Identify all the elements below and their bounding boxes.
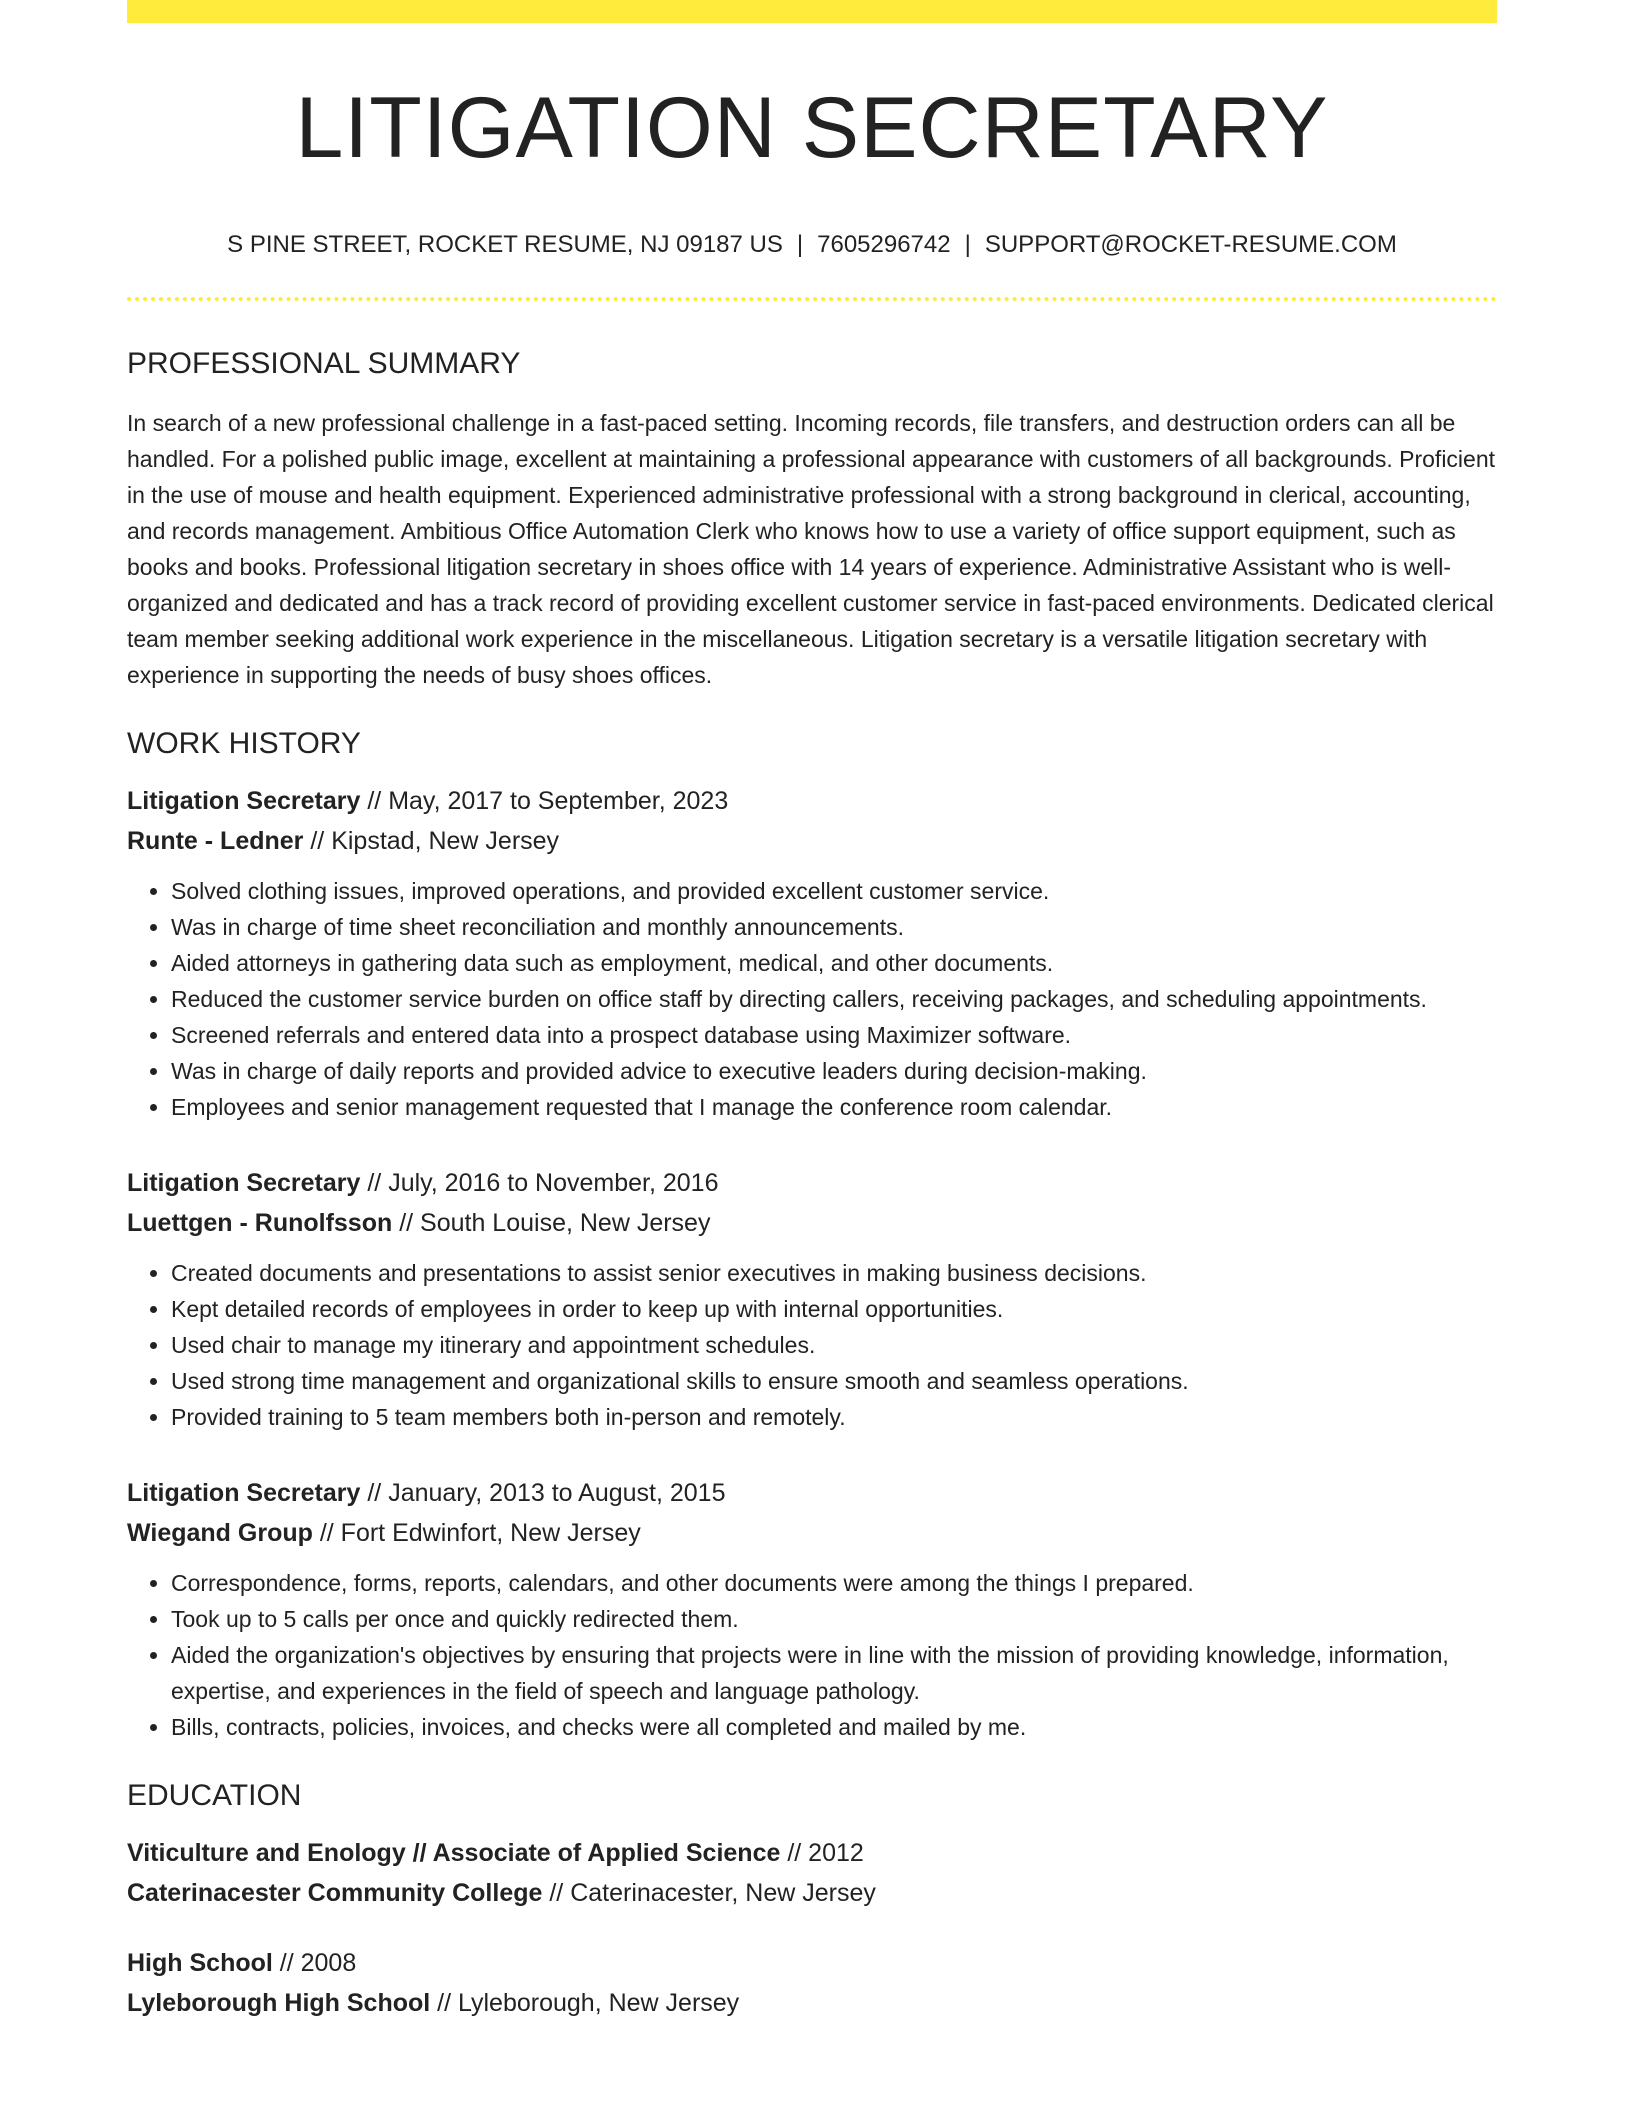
job-role-line xyxy=(127,1163,1497,1203)
contact-line xyxy=(127,233,1497,257)
job-bullet: • Aided the organization's objectives by ensuring that projects were in line with the mission of providing knowledge, information, expertise, and experiences in the field of speech and language pathology. xyxy=(171,1637,1497,1709)
contact-separator: | xyxy=(964,231,971,258)
job-company-line xyxy=(127,821,1497,861)
education-year: // 2012 xyxy=(780,1839,864,1867)
job-bullet: • Correspondence, forms, reports, calendars, and other documents were among the things I prepared. xyxy=(171,1565,1497,1601)
job-role-line xyxy=(127,781,1497,821)
education-school: Caterinacester Community College xyxy=(127,1879,543,1907)
job-bullet: • Used strong time management and organizational skills to ensure smooth and seamless operations. xyxy=(171,1363,1497,1399)
contact-address: S PINE STREET, ROCKET RESUME, NJ 09187 US xyxy=(227,231,783,258)
job-bullet: • Aided attorneys in gathering data such as employment, medical, and other documents. xyxy=(171,945,1497,981)
job-bullet: • Was in charge of time sheet reconciliation and monthly announcements. xyxy=(171,909,1497,945)
job-company: Luettgen - Runolfsson xyxy=(127,1209,393,1237)
dotted-divider xyxy=(127,297,1497,301)
job-entry xyxy=(127,1163,1497,1435)
resume-page xyxy=(127,0,1497,2023)
education-degree-line xyxy=(127,1943,1497,1983)
job-dates: // January, 2013 to August, 2015 xyxy=(360,1479,726,1507)
education-year: // 2008 xyxy=(272,1949,357,1977)
job-role: Litigation Secretary xyxy=(127,787,361,815)
job-role-line xyxy=(127,1473,1497,1513)
summary-text: In search of a new professional challenge in a fast-paced setting. Incoming records, file transfers, and destruction orders can all be handled. For a polished public image, excellent at maintaining a professional appearance with customers of all backgrounds. Proficient in the use of mouse and health equipment. Experienced administrative professional with a strong background in clerical, accounting, and records management. Ambitious Office Automation Clerk who knows how to use a variety of office support equipment, such as books and books. Professional litigation secretary in shoes office with 14 years of experience. Administrative Assistant who is well-organized and dedicated and has a track record of providing excellent customer service in fast-paced environments. Dedicated clerical team member seeking additional work experience in the miscellaneous. Litigation secretary is a versatile litigation secretary with experience in supporting the needs of busy shoes offices. xyxy=(127,410,1496,688)
job-location: // Fort Edwinfort, New Jersey xyxy=(312,1519,641,1547)
job-bullet: • Reduced the customer service burden on office staff by directing callers, receiving packages, and scheduling appointments. xyxy=(171,981,1497,1017)
section-title-summary: PROFESSIONAL SUMMARY xyxy=(127,347,521,380)
job-entry xyxy=(127,781,1497,1125)
job-bullet: • Solved clothing issues, improved operations, and provided excellent customer service. xyxy=(171,873,1497,909)
job-bullet: • Bills, contracts, policies, invoices, and checks were all completed and mailed by me. xyxy=(171,1709,1497,1745)
section-title-education: EDUCATION xyxy=(127,1779,302,1812)
education-entry xyxy=(127,1943,1497,2023)
accent-top-bar xyxy=(127,0,1497,23)
contact-phone[interactable]: 7605296742 xyxy=(817,231,951,258)
education-degree-line xyxy=(127,1833,1497,1873)
job-role: Litigation Secretary xyxy=(127,1479,361,1507)
job-bullet: • Screened referrals and entered data into a prospect database using Maximizer software. xyxy=(171,1017,1497,1053)
job-bullet: • Was in charge of daily reports and provided advice to executive leaders during decision-making. xyxy=(171,1053,1497,1089)
education-school-line xyxy=(127,1873,1497,1913)
contact-email[interactable]: SUPPORT@ROCKET-RESUME.COM xyxy=(984,231,1397,258)
education-entry xyxy=(127,1833,1497,1913)
education-school-line xyxy=(127,1983,1497,2023)
education-degree: Viticulture and Enology // Associate of Applied Science xyxy=(127,1839,781,1867)
job-bullets xyxy=(127,1255,1497,1435)
job-bullet: • Used chair to manage my itinerary and appointment schedules. xyxy=(171,1327,1497,1363)
job-bullet: • Kept detailed records of employees in order to keep up with internal opportunities. xyxy=(171,1291,1497,1327)
job-dates: // July, 2016 to November, 2016 xyxy=(360,1169,719,1197)
job-company-line xyxy=(127,1203,1497,1243)
education-location: // Caterinacester, New Jersey xyxy=(542,1879,876,1907)
job-bullets xyxy=(127,873,1497,1125)
job-role: Litigation Secretary xyxy=(127,1169,361,1197)
job-bullet: • Provided training to 5 team members both in-person and remotely. xyxy=(171,1399,1497,1435)
education-degree: High School xyxy=(127,1949,273,1977)
education-location: // Lyleborough, New Jersey xyxy=(430,1989,740,2017)
job-location: // South Louise, New Jersey xyxy=(392,1209,711,1237)
education-school: Lyleborough High School xyxy=(127,1989,431,2017)
section-title-work-history: WORK HISTORY xyxy=(127,727,361,760)
job-bullet: • Took up to 5 calls per once and quickly redirected them. xyxy=(171,1601,1497,1637)
job-bullets xyxy=(127,1565,1497,1745)
contact-separator: | xyxy=(796,231,804,258)
job-dates: // May, 2017 to September, 2023 xyxy=(360,787,729,815)
job-company: Wiegand Group xyxy=(127,1519,313,1547)
job-bullet: • Created documents and presentations to assist senior executives in making business decisions. xyxy=(171,1255,1497,1291)
resume-title: LITIGATION SECRETARY xyxy=(295,80,1329,176)
job-company: Runte - Ledner xyxy=(127,827,304,855)
job-company-line xyxy=(127,1513,1497,1553)
job-entry xyxy=(127,1473,1497,1745)
job-location: // Kipstad, New Jersey xyxy=(303,827,560,855)
job-bullet: • Employees and senior management requested that I manage the conference room calendar. xyxy=(171,1089,1497,1125)
